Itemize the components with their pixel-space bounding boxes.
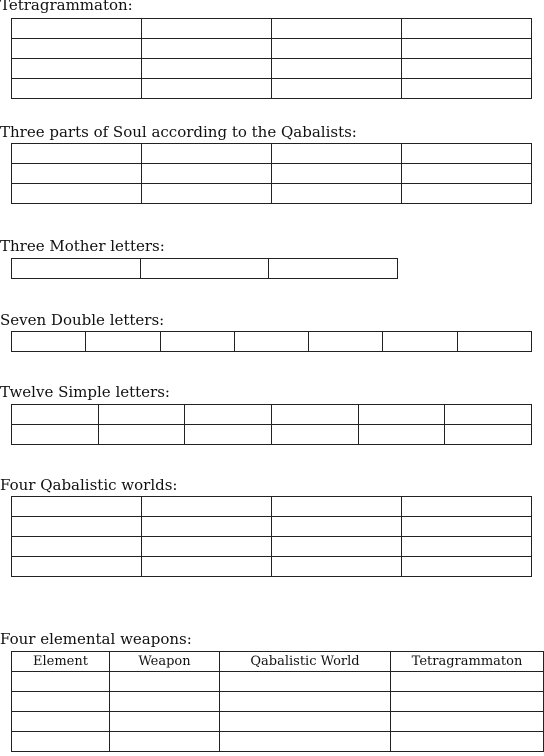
table-cell[interactable] bbox=[142, 557, 272, 577]
table-cell[interactable] bbox=[142, 144, 272, 164]
table-cell[interactable] bbox=[142, 537, 272, 557]
header-element: Element bbox=[12, 652, 110, 672]
table-cell[interactable] bbox=[402, 164, 532, 184]
table-cell[interactable] bbox=[12, 517, 142, 537]
table-cell[interactable] bbox=[234, 332, 308, 352]
table-row bbox=[12, 712, 544, 732]
table-cell[interactable] bbox=[383, 332, 457, 352]
table-row bbox=[12, 557, 532, 577]
table-row bbox=[12, 497, 532, 517]
tetragrammaton-table bbox=[11, 18, 532, 99]
table-cell[interactable] bbox=[12, 425, 99, 445]
table-cell[interactable] bbox=[391, 692, 544, 712]
table-row bbox=[12, 59, 532, 79]
table-cell[interactable] bbox=[110, 692, 220, 712]
table-cell[interactable] bbox=[110, 712, 220, 732]
table-cell[interactable] bbox=[142, 59, 272, 79]
table-header-row bbox=[12, 652, 544, 672]
section-label-seven-double-letters: Seven Double letters: bbox=[0, 311, 165, 329]
table-cell[interactable] bbox=[12, 332, 86, 352]
table-row bbox=[12, 517, 532, 537]
table-cell[interactable] bbox=[269, 259, 398, 279]
table-cell[interactable] bbox=[12, 405, 99, 425]
table-cell[interactable] bbox=[142, 497, 272, 517]
table-cell[interactable] bbox=[402, 184, 532, 204]
table-cell[interactable] bbox=[272, 497, 402, 517]
four-elemental-weapons-table bbox=[11, 651, 544, 752]
table-cell[interactable] bbox=[12, 184, 142, 204]
table-cell[interactable] bbox=[402, 537, 532, 557]
header-qabalistic-world: Qabalistic World bbox=[220, 652, 391, 672]
table-cell[interactable] bbox=[12, 59, 142, 79]
table-cell[interactable] bbox=[142, 19, 272, 39]
table-row bbox=[12, 732, 544, 752]
table-cell[interactable] bbox=[271, 425, 358, 445]
section-label-twelve-simple-letters: Twelve Simple letters: bbox=[0, 383, 170, 401]
table-row bbox=[12, 164, 532, 184]
table-cell[interactable] bbox=[12, 557, 142, 577]
twelve-simple-letters-table bbox=[11, 404, 532, 445]
table-cell[interactable] bbox=[272, 19, 402, 39]
table-cell[interactable] bbox=[220, 712, 391, 732]
section-label-four-qabalistic-worlds: Four Qabalistic worlds: bbox=[0, 476, 178, 494]
section-label-four-elemental-weapons: Four elemental weapons: bbox=[0, 630, 192, 648]
table-cell[interactable] bbox=[402, 144, 532, 164]
table-cell[interactable] bbox=[391, 712, 544, 732]
table-cell[interactable] bbox=[12, 164, 142, 184]
header-weapon: Weapon bbox=[110, 652, 220, 672]
table-cell[interactable] bbox=[12, 144, 142, 164]
table-cell[interactable] bbox=[272, 517, 402, 537]
table-cell[interactable] bbox=[445, 425, 532, 445]
table-cell[interactable] bbox=[391, 672, 544, 692]
table-cell[interactable] bbox=[12, 692, 110, 712]
table-cell[interactable] bbox=[271, 405, 358, 425]
table-cell[interactable] bbox=[402, 517, 532, 537]
table-cell[interactable] bbox=[185, 425, 272, 445]
table-cell[interactable] bbox=[272, 537, 402, 557]
table-cell[interactable] bbox=[402, 79, 532, 99]
table-row bbox=[12, 259, 398, 279]
table-cell[interactable] bbox=[12, 537, 142, 557]
table-cell[interactable] bbox=[12, 39, 142, 59]
table-cell[interactable] bbox=[185, 405, 272, 425]
table-cell[interactable] bbox=[98, 405, 185, 425]
table-cell[interactable] bbox=[358, 405, 445, 425]
table-cell[interactable] bbox=[12, 672, 110, 692]
section-label-three-parts-of-soul: Three parts of Soul according to the Qabalists: bbox=[0, 123, 357, 141]
table-cell[interactable] bbox=[445, 405, 532, 425]
table-row bbox=[12, 672, 544, 692]
table-cell[interactable] bbox=[402, 59, 532, 79]
table-cell[interactable] bbox=[220, 672, 391, 692]
table-row bbox=[12, 692, 544, 712]
table-cell[interactable] bbox=[86, 332, 160, 352]
table-cell[interactable] bbox=[358, 425, 445, 445]
table-cell[interactable] bbox=[309, 332, 383, 352]
table-cell[interactable] bbox=[12, 712, 110, 732]
table-cell[interactable] bbox=[142, 39, 272, 59]
table-row bbox=[12, 144, 532, 164]
section-label-tetragrammaton: Tetragrammaton: bbox=[0, 0, 133, 14]
table-cell[interactable] bbox=[142, 184, 272, 204]
table-cell[interactable] bbox=[12, 19, 142, 39]
table-cell[interactable] bbox=[110, 732, 220, 752]
table-row bbox=[12, 332, 532, 352]
table-cell[interactable] bbox=[272, 59, 402, 79]
table-cell[interactable] bbox=[220, 692, 391, 712]
table-cell[interactable] bbox=[272, 39, 402, 59]
table-cell[interactable] bbox=[12, 79, 142, 99]
table-cell[interactable] bbox=[110, 672, 220, 692]
table-row bbox=[12, 19, 532, 39]
table-cell[interactable] bbox=[272, 144, 402, 164]
table-cell[interactable] bbox=[391, 732, 544, 752]
table-cell[interactable] bbox=[402, 39, 532, 59]
four-qabalistic-worlds-table bbox=[11, 496, 532, 577]
table-cell[interactable] bbox=[142, 79, 272, 99]
three-parts-of-soul-table bbox=[11, 143, 532, 204]
table-cell[interactable] bbox=[272, 79, 402, 99]
table-cell[interactable] bbox=[12, 732, 110, 752]
table-cell[interactable] bbox=[142, 517, 272, 537]
table-cell[interactable] bbox=[272, 557, 402, 577]
table-row bbox=[12, 425, 532, 445]
table-cell[interactable] bbox=[98, 425, 185, 445]
table-row bbox=[12, 79, 532, 99]
table-cell[interactable] bbox=[220, 732, 391, 752]
table-row bbox=[12, 405, 532, 425]
table-cell[interactable] bbox=[402, 497, 532, 517]
table-cell[interactable] bbox=[272, 184, 402, 204]
seven-double-letters-table bbox=[11, 331, 532, 352]
table-cell[interactable] bbox=[402, 557, 532, 577]
header-tetragrammaton: Tetragrammaton bbox=[391, 652, 544, 672]
table-cell[interactable] bbox=[160, 332, 234, 352]
three-mother-letters-table bbox=[11, 258, 398, 279]
table-cell[interactable] bbox=[12, 497, 142, 517]
table-cell[interactable] bbox=[142, 164, 272, 184]
table-cell[interactable] bbox=[272, 164, 402, 184]
table-cell[interactable] bbox=[457, 332, 531, 352]
table-row bbox=[12, 39, 532, 59]
table-row bbox=[12, 184, 532, 204]
table-cell[interactable] bbox=[12, 259, 141, 279]
table-row bbox=[12, 537, 532, 557]
table-cell[interactable] bbox=[140, 259, 269, 279]
table-cell[interactable] bbox=[402, 19, 532, 39]
section-label-three-mother-letters: Three Mother letters: bbox=[0, 237, 165, 255]
